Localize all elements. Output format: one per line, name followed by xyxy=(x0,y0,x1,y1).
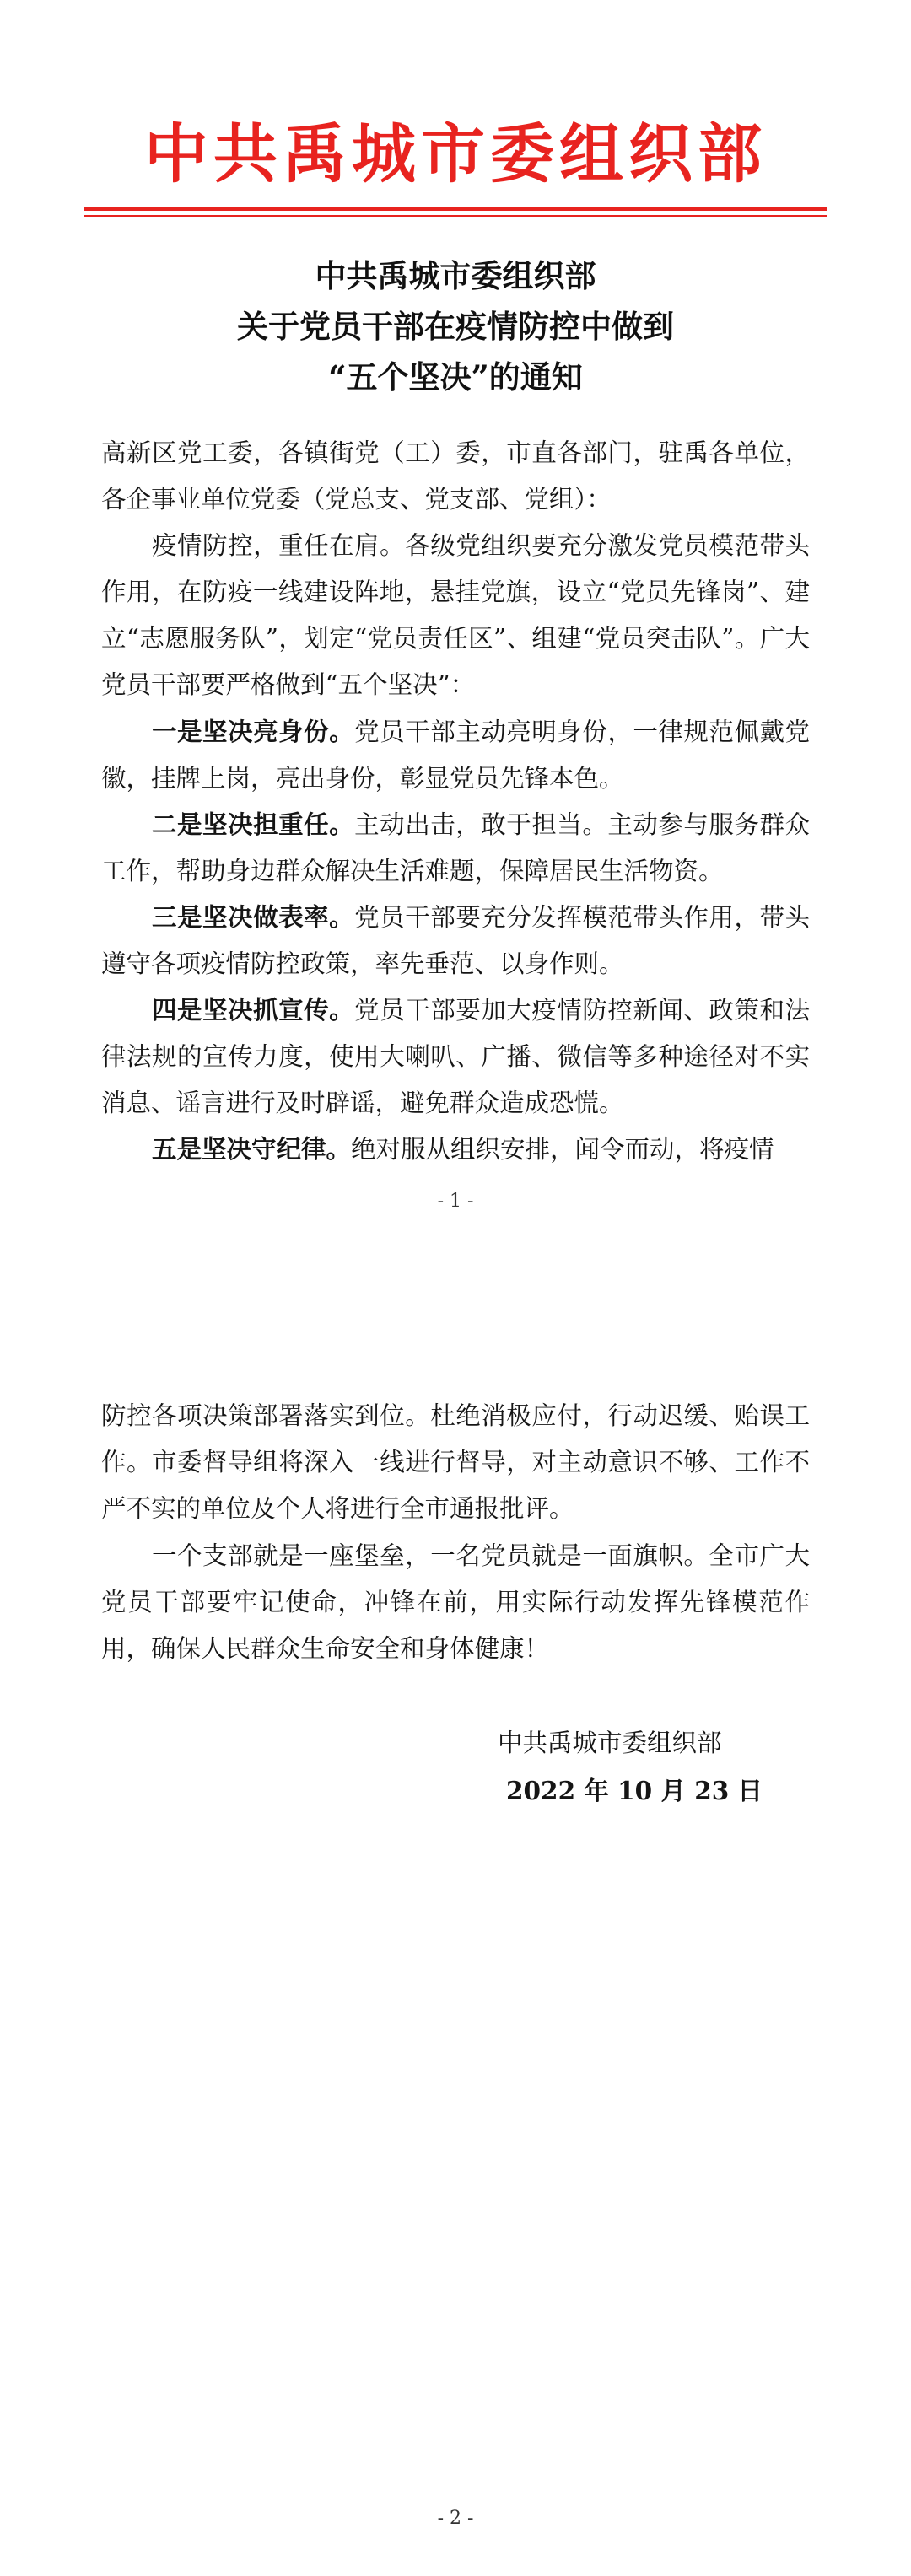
page-number-1: - 1 - xyxy=(437,1191,474,1212)
point-text-4: 党员干部要加大疫情防控新闻、政策和法律法规的宣传力度，使用大喇叭、广播、微信等多种途径对不实消息、谣言进行及时辟谣，避免群众造成恐慌。 xyxy=(101,996,810,1117)
point-lead-4: 四是坚决抓宣传。 xyxy=(152,995,355,1024)
signature-organization: 中共禹城市委组织部 xyxy=(498,1729,722,1757)
page-number-2: - 2 - xyxy=(437,2508,474,2529)
document-title-line-1: 中共禹城市委组织部 xyxy=(315,257,596,294)
document-title-line-2: 关于党员干部在疫情防控中做到 xyxy=(237,308,674,345)
intro-paragraph: 疫情防控，重任在肩。各级党组织要充分激发党员模范带头作用，在防疫一线建设阵地，悬挂党旗，设立“党员先锋岗”、建立“志愿服务队”，划定“党员责任区”、组建“党员突击队”。广大党员干部要严格做到“五个坚决”： xyxy=(101,531,810,699)
red-header-title: 中共禹城市委组织部 xyxy=(144,116,767,191)
addressee-paragraph: 高新区党工委，各镇街党（工）委，市直各部门，驻禹各单位，各企事业单位党委（党总支、党支部、党组）： xyxy=(101,438,810,514)
point-paragraph-4 xyxy=(101,987,810,1127)
point-lead-1: 一是坚决亮身份。 xyxy=(152,717,355,746)
point-paragraph-5 xyxy=(101,1126,810,1173)
point-lead-3: 三是坚决做表率。 xyxy=(152,902,355,932)
red-header-rule-thick xyxy=(84,207,827,211)
point-text-3: 党员干部要充分发挥模范带头作用，带头遵守各项疫情防控政策，率先垂范、以身作则。 xyxy=(101,903,810,978)
red-header-rule-thin xyxy=(84,215,827,217)
point-paragraph-1 xyxy=(101,708,810,802)
point-lead-2: 二是坚决担重任。 xyxy=(152,809,355,839)
point-paragraph-3 xyxy=(101,894,810,987)
closing-paragraph: 一个支部就是一座堡垒，一名党员就是一面旗帜。全市广大党员干部要牢记使命，冲锋在前，用实际行动发挥先锋模范作用，确保人民群众生命安全和身体健康！ xyxy=(101,1541,810,1663)
continuation-paragraph: 防控各项决策部署落实到位。杜绝消极应付，行动迟缓、贻误工作。市委督导组将深入一线进行督导，对主动意识不够、工作不严不实的单位及个人将进行全市通报批评。 xyxy=(101,1401,810,1523)
document-title-line-3: “五个坚决”的通知 xyxy=(328,358,583,395)
signature-date: 2022 年 10 月 23 日 xyxy=(506,1776,763,1805)
point-lead-5: 五是坚决守纪律。 xyxy=(152,1134,352,1164)
point-text-1: 党员干部主动亮明身份，一律规范佩戴党徽，挂牌上岗，亮出身份，彰显党员先锋本色。 xyxy=(101,718,810,793)
point-text-5: 绝对服从组织安排，闻令而动，将疫情 xyxy=(351,1135,774,1164)
point-text-2: 主动出击，敢于担当。主动参与服务群众工作，帮助身边群众解决生活难题，保障居民生活物资。 xyxy=(101,810,810,885)
point-paragraph-2 xyxy=(101,801,810,895)
